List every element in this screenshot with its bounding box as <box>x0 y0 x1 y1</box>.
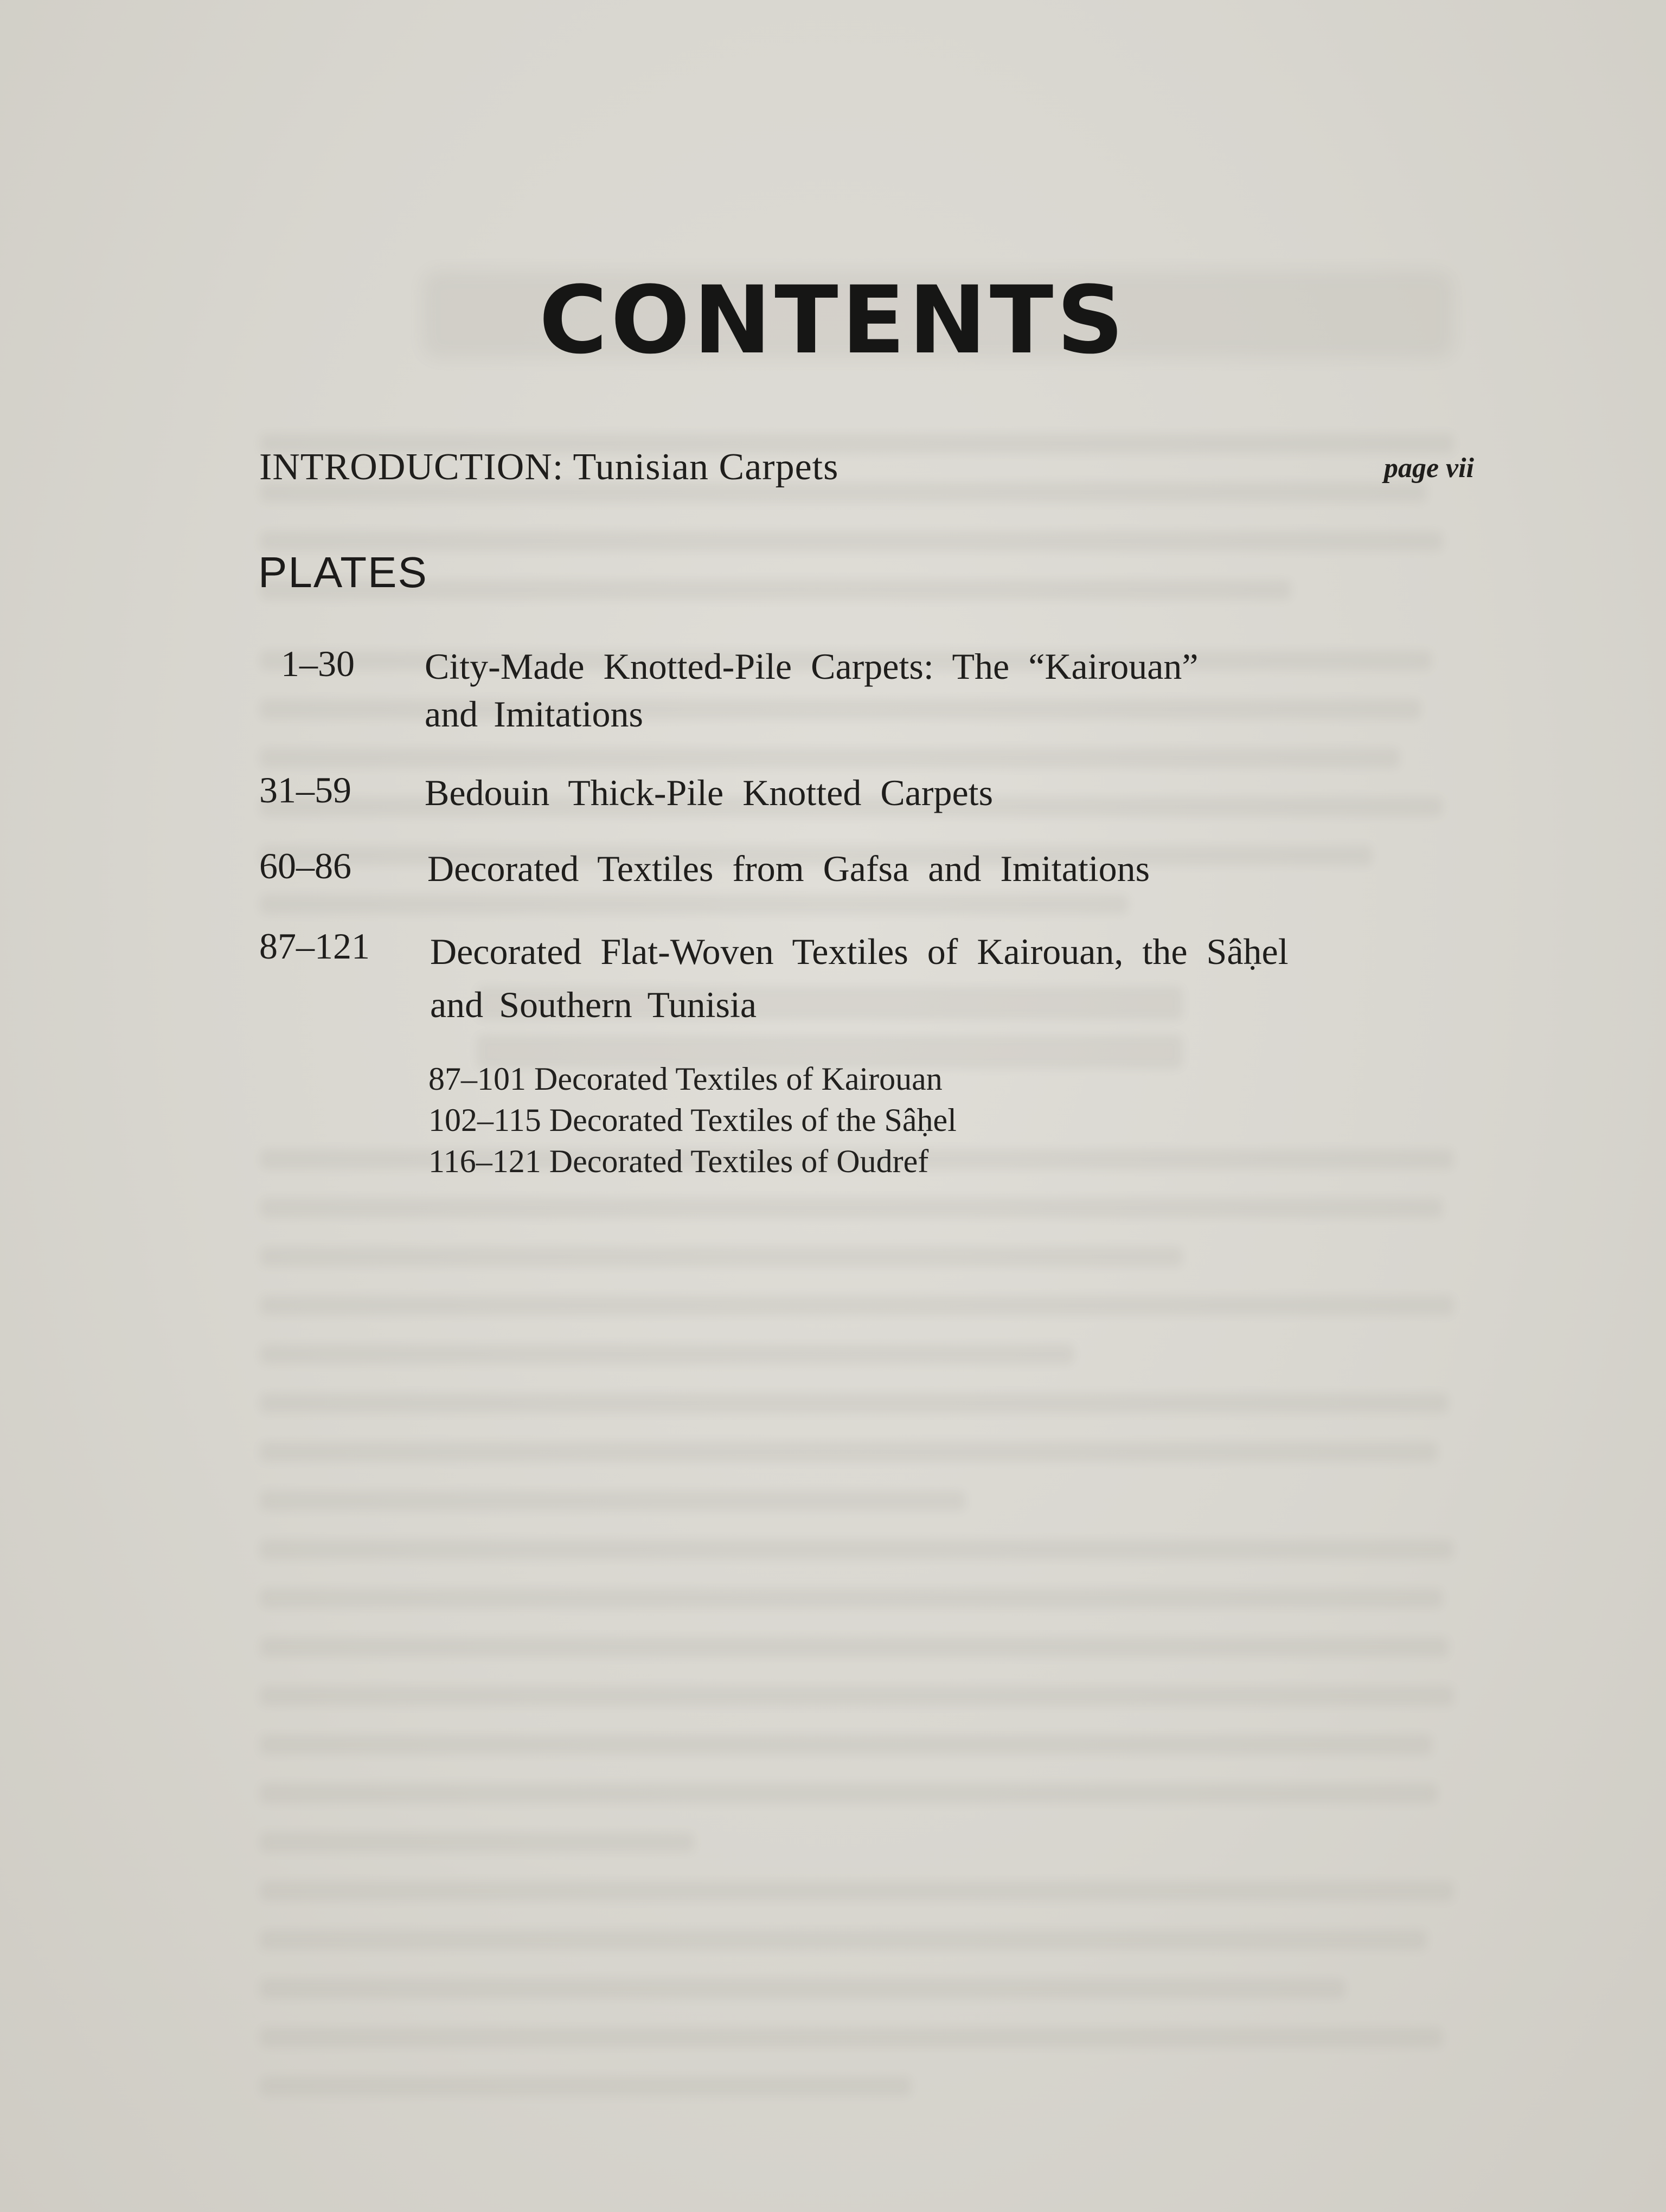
plate-range: 60–86 <box>259 845 351 886</box>
plate-description <box>425 642 1455 738</box>
plate-description <box>425 769 1455 816</box>
plate-description-line: and Imitations <box>425 693 643 735</box>
plate-description-line: Decorated Flat-Woven Textiles of Kairouan, the Sâḥel <box>430 931 1289 972</box>
plate-range: 31–59 <box>259 769 351 811</box>
plate-description-line: Bedouin Thick-Pile Knotted Carpets <box>425 772 994 813</box>
introduction-label: INTRODUCTION: Tunisian Carpets <box>259 446 839 488</box>
plate-description-line: and Southern Tunisia <box>430 984 757 1025</box>
plate-description-line: City-Made Knotted-Pile Carpets: The “Kairouan” <box>425 646 1199 687</box>
plate-range: 87–121 <box>259 925 370 967</box>
page-title: CONTENTS <box>539 266 1127 375</box>
introduction-entry <box>259 446 1474 505</box>
plate-description <box>430 925 1460 1031</box>
plates-heading: PLATES <box>258 548 428 596</box>
plate-description <box>427 845 1458 892</box>
introduction-page-number: page vii <box>1383 453 1474 484</box>
subsection-entry: 116–121 Decorated Textiles of Oudref <box>428 1143 929 1179</box>
plate-description-line: Decorated Textiles from Gafsa and Imitations <box>427 848 1150 889</box>
plate-range: 1–30 <box>281 643 355 684</box>
subsection-entry: 102–115 Decorated Textiles of the Sâḥel <box>428 1102 957 1138</box>
subsection-entry: 87–101 Decorated Textiles of Kairouan <box>428 1061 943 1097</box>
